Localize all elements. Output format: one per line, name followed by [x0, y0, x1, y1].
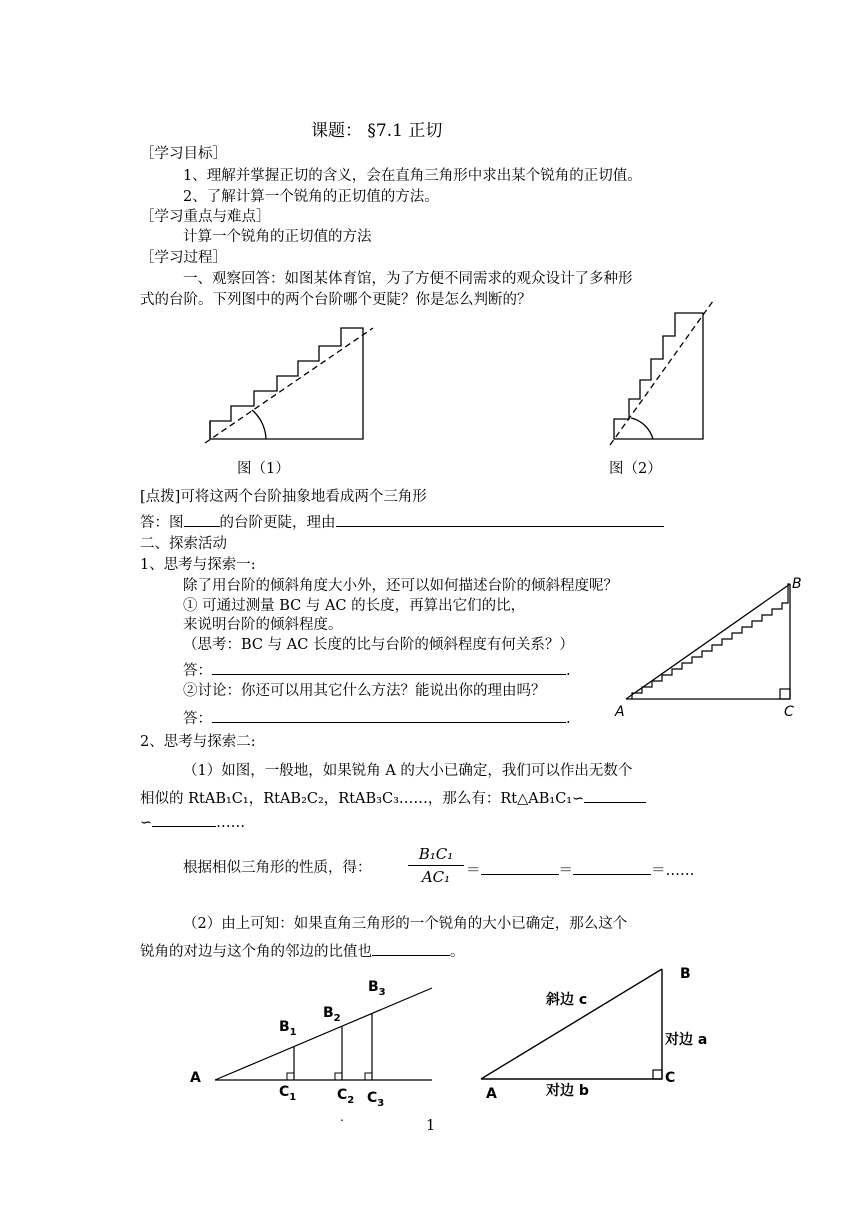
property-text: 根据相似三角形的性质，得：: [183, 860, 372, 876]
label-B1: $B_1$: [279, 1019, 297, 1038]
hypotenuse-label: 斜边 c: [546, 992, 588, 1008]
label-C: C: [784, 704, 794, 720]
think-1-item-2: ②讨论：你还可以用其它什么方法？能说出你的理由吗？: [183, 683, 546, 699]
observe-line-2: 式的台阶。下列图中的两个台阶哪个更陡？你是怎么判断的？: [140, 292, 532, 308]
answer-line-1: [183, 660, 571, 680]
answer-end: .: [566, 711, 571, 727]
stair-triangle-figure: [612, 574, 812, 724]
label-C1: $C_1$: [279, 1084, 297, 1103]
stairs-figure-1: [200, 318, 380, 448]
stray-dot: .: [340, 1110, 344, 1124]
fraction: [408, 845, 464, 886]
process-header: ［学习过程］: [140, 250, 227, 266]
think-2-header: 2、思考与探索二:: [140, 734, 256, 750]
label-B3: $B_3$: [368, 979, 386, 998]
label-C3: $C_3$: [367, 1090, 385, 1109]
explore-header: 二、探索活动: [140, 536, 227, 552]
figure-2-caption: 图（2）: [609, 461, 662, 477]
answer-end: .: [566, 663, 571, 679]
answer-prefix: 答：图: [140, 515, 184, 531]
think-2-p2b: 锐角的对边与这个角的邻边的比值也 。: [140, 941, 465, 961]
goal-2: 2、了解计算一个锐角的正切值的方法。: [183, 189, 439, 205]
ratio-blank-2[interactable]: [573, 860, 651, 875]
observe-line-1: 一、观察回答：如图某体育馆，为了方便不同需求的观众设计了多种形: [183, 271, 633, 287]
stairs-figure-2: [603, 298, 723, 448]
think-1-question: 除了用台阶的倾斜角度大小外，还可以如何描述台阶的倾斜程度呢？: [183, 578, 618, 594]
fraction-numerator: B₁C₁: [408, 845, 464, 866]
think-1-header: 1、思考与探索一:: [140, 557, 256, 573]
label-B2: $B_2$: [323, 1005, 341, 1024]
page-title: 课题： §7.1 正切: [311, 121, 443, 141]
answer-blank-reason[interactable]: [336, 512, 664, 527]
label-C2: $C_2$: [337, 1087, 355, 1106]
ratio-chain: ＝ ＝ ＝……: [466, 860, 695, 880]
answer-mid: 的台阶更陡，理由: [219, 515, 336, 531]
similar-blank-2[interactable]: [152, 812, 216, 827]
think-2-p1a: （1）如图，一般地，如果锐角 A 的大小已确定，我们可以作出无数个: [183, 763, 633, 779]
think-2-p1c: ∽ ……: [140, 812, 245, 832]
think-1-think: （思考：BC 与 AC 长度的比与台阶的倾斜程度有何关系？）: [183, 637, 574, 653]
opposite-label: 对边 a: [665, 1032, 708, 1048]
key-text: 计算一个锐角的正切值的方法: [183, 229, 372, 245]
ratio-blank-1[interactable]: [481, 860, 559, 875]
label-A: A: [190, 1070, 201, 1086]
adjacent-label: 对边 b: [546, 1083, 589, 1099]
ratio-constant-blank[interactable]: [372, 941, 450, 956]
similar-blank-1[interactable]: [584, 788, 646, 803]
page-number: 1: [426, 1118, 436, 1134]
answer-label: 答：: [183, 711, 212, 727]
label-A: A: [615, 704, 625, 720]
similar-triangles-figure: [180, 972, 450, 1122]
think-1-item-1b: 来说明台阶的倾斜程度。: [183, 617, 343, 633]
label-B: B: [792, 576, 802, 592]
label-C: C: [665, 1070, 676, 1086]
goals-header: ［学习目标］: [140, 146, 227, 162]
answer-line: [140, 512, 664, 532]
right-triangle-figure: [476, 964, 726, 1104]
answer-blank-2[interactable]: [212, 708, 566, 723]
figure-1-caption: 图（1）: [237, 461, 290, 477]
hint-text: [点拨]可将这两个台阶抽象地看成两个三角形: [140, 489, 427, 505]
answer-line-2: [183, 708, 571, 728]
think-2-p1b: 相似的 RtAB₁C₁，RtAB₂C₂，RtAB₃C₃……，那么有：Rt△AB₁C₁∽: [140, 788, 646, 808]
think-2-p2a: （2）由上可知：如果直角三角形的一个锐角的大小已确定，那么这个: [183, 916, 628, 932]
label-A: A: [486, 1086, 497, 1102]
label-B: B: [680, 966, 691, 982]
answer-blank-figure[interactable]: [184, 512, 220, 527]
think-1-item-1a: ① 可通过测量 BC 与 AC 的长度，再算出它们的比，: [183, 598, 526, 614]
answer-label: 答：: [183, 663, 212, 679]
answer-blank-1[interactable]: [212, 660, 566, 675]
goal-1: 1、理解并掌握正切的含义，会在直角三角形中求出某个锐角的正切值。: [183, 168, 642, 184]
key-header: ［学习重点与难点］: [140, 209, 271, 225]
fraction-denominator: AC₁: [421, 868, 451, 886]
